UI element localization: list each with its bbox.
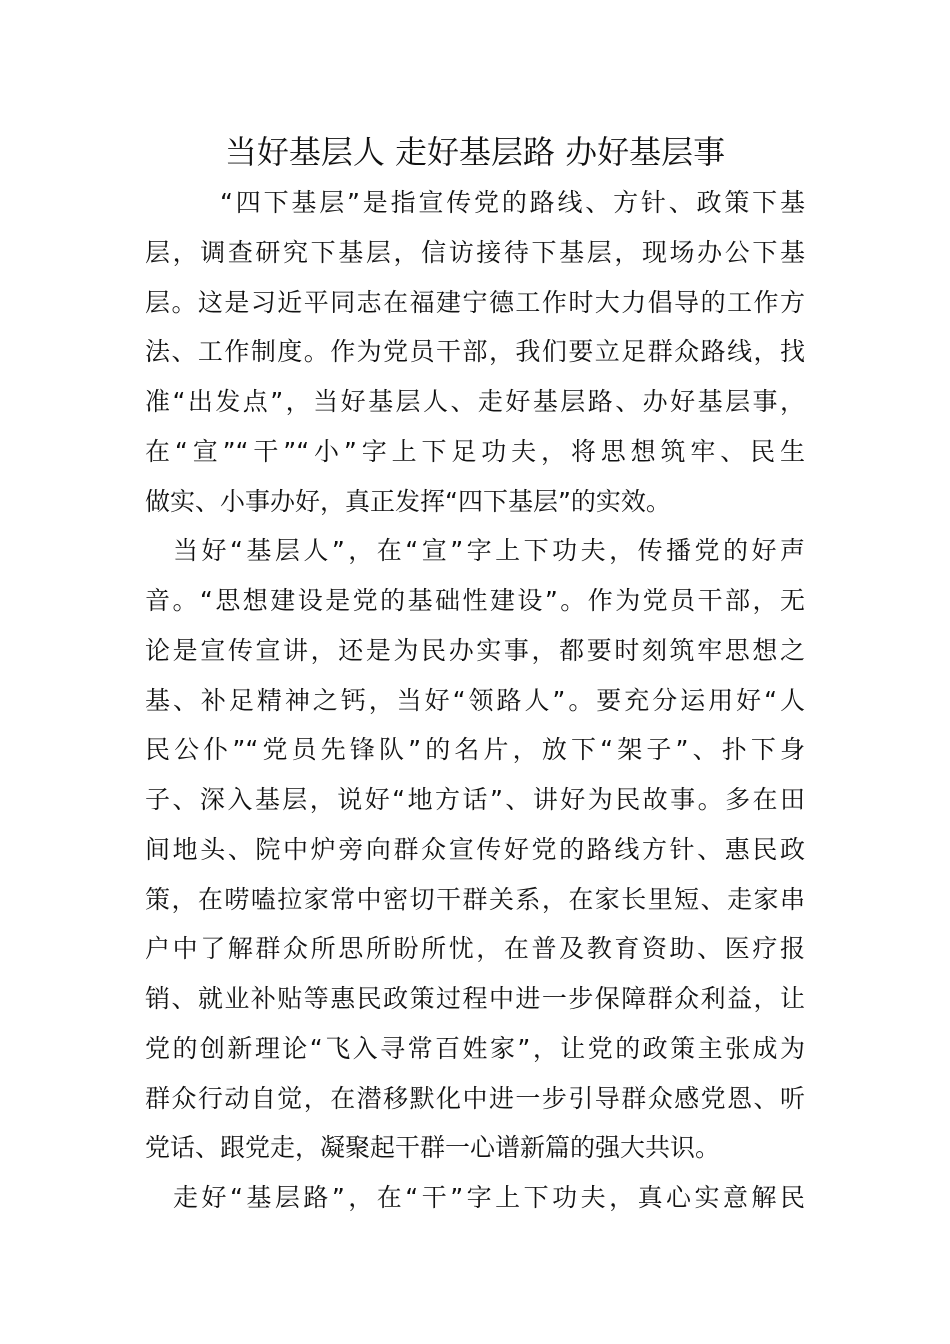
paragraph-1-line-2: 层，调查研究下基层，信访接待下基层，现场办公下基 [145, 237, 805, 267]
paragraph-2-line-9: 户中了解群众所思所盼所忧，在普及教育资助、医疗报 [145, 934, 805, 964]
paragraph-2-line-8: 策，在唠嗑拉家常中密切干群关系，在家长里短、走家串 [145, 884, 805, 914]
document-title: 当好基层人 走好基层路 办好基层事 [224, 133, 726, 171]
paragraph-2-line-10: 销、就业补贴等惠民政策过程中进一步保障群众利益，让 [145, 984, 805, 1013]
paragraph-2-line-5: 民公仆”“党员先锋队”的名片，放下“架子”、扑下身 [145, 735, 805, 765]
paragraph-1-line-7: 做实、小事办好，真正发挥“四下基层”的实效。 [145, 486, 671, 516]
paragraph-3-line-1: 走好“基层路”，在“干”字上下功夫，真心实意解民 [173, 1183, 805, 1212]
paragraph-2-line-4: 基、补足精神之钙，当好“领路人”。要充分运用好“人 [145, 685, 805, 715]
paragraph-2-line-2: 音。“思想建设是党的基础性建设”。作为党员干部，无 [145, 586, 805, 615]
paragraph-2-line-13: 党话、跟党走，凝聚起干群一心谱新篇的强大共识。 [145, 1133, 721, 1163]
paragraph-2-line-6: 子、深入基层，说好“地方话”、讲好为民故事。多在田 [145, 785, 805, 814]
paragraph-2-line-3: 论是宣传宣讲，还是为民办实事，都要时刻筑牢思想之 [145, 635, 805, 665]
document-body [145, 178, 805, 1223]
paragraph-1-line-1: “四下基层”是指宣传党的路线、方针、政策下基 [220, 188, 805, 217]
paragraph-1-line-4: 法、工作制度。作为党员干部，我们要立足群众路线，找 [145, 337, 805, 367]
paragraph-1-line-3: 层。这是习近平同志在福建宁德工作时大力倡导的工作方 [145, 287, 805, 317]
paragraph-2-line-1: 当好“基层人”，在“宣”字上下功夫，传播党的好声 [173, 536, 805, 566]
paragraph-1-line-5: 准“出发点”，当好基层人、走好基层路、办好基层事， [145, 387, 805, 416]
paragraph-2-line-11: 党的创新理论“飞入寻常百姓家”，让党的政策主张成为 [145, 1033, 805, 1063]
paragraph-2-line-7: 间地头、院中炉旁向群众宣传好党的路线方针、惠民政 [145, 834, 805, 864]
paragraph-2-line-12: 群众行动自觉，在潜移默化中进一步引导群众感党恩、听 [145, 1083, 805, 1113]
paragraph-1-line-6: 在“宣”“干”“小”字上下足功夫，将思想筑牢、民生 [145, 436, 805, 466]
